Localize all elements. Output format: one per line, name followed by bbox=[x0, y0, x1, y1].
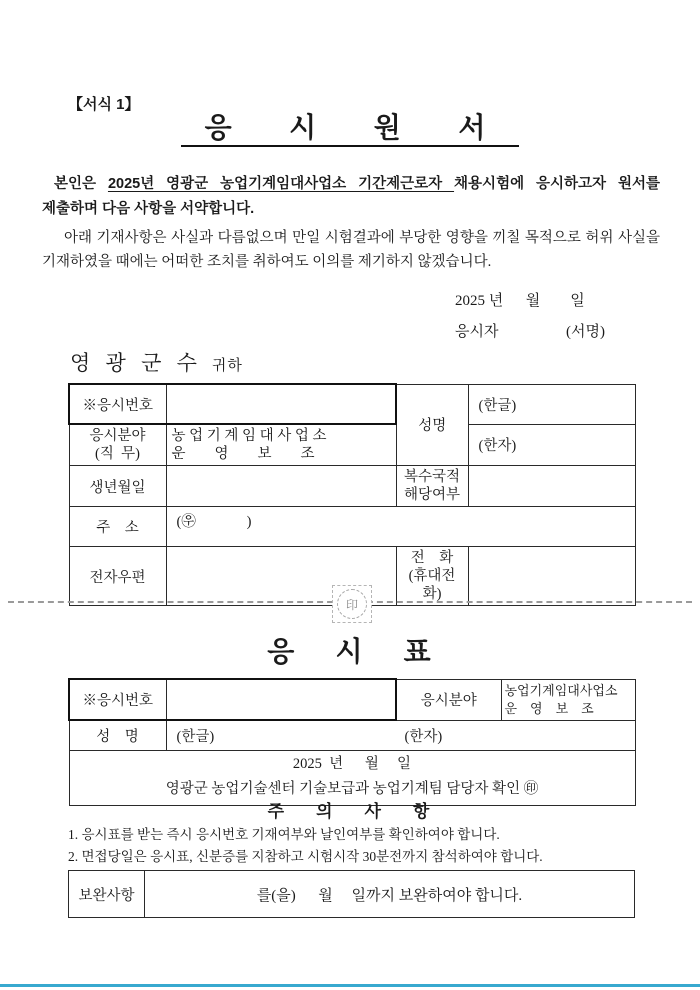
table-row bbox=[69, 507, 635, 547]
applicant-signature-line: 응시자 (서명) bbox=[455, 324, 605, 340]
table-row bbox=[69, 384, 635, 424]
application-table bbox=[68, 383, 636, 606]
phone-field bbox=[468, 547, 635, 606]
table-row bbox=[69, 466, 635, 507]
address-field: (㉾ ) bbox=[166, 507, 635, 547]
table-row bbox=[69, 424, 635, 466]
supplement-label: 보완사항 bbox=[69, 871, 145, 918]
document-title bbox=[0, 106, 700, 146]
document-title-text: 응 시 원 서 bbox=[181, 112, 520, 147]
dual-nationality-field bbox=[468, 466, 635, 507]
notice-item-2: 2. 면접당일은 응시표, 신분증를 지참하고 시험시작 30분전까지 참석하여야 합니다. bbox=[68, 849, 543, 864]
table-row bbox=[69, 720, 635, 750]
name-hangul-field: (한글) bbox=[468, 384, 635, 424]
slip-date-line: 2025 년 월 일 bbox=[292, 755, 412, 772]
slip-name-label: 성 명 bbox=[69, 720, 166, 750]
birthdate-label: 생년월일 bbox=[69, 466, 166, 507]
seal-stamp-placeholder bbox=[332, 585, 372, 623]
dual-nationality-label: 복수국적 해당여부 bbox=[396, 466, 468, 507]
pledge-underlined-text: 2025년 영광군 농업기계임대사업소 기간제근로자 bbox=[107, 176, 455, 192]
table-row bbox=[69, 679, 635, 720]
exam-number-field bbox=[166, 384, 396, 424]
addressee-name: 영 광 군 수 bbox=[70, 351, 202, 375]
table-row bbox=[69, 871, 635, 918]
slip-exam-number-label: ※응시번호 bbox=[69, 679, 166, 720]
supplement-value: 를(을) 월 일까지 보완하여야 합니다. bbox=[145, 871, 635, 918]
notice-list bbox=[68, 824, 668, 868]
exam-number-label: ※응시번호 bbox=[69, 384, 166, 424]
form-number-tag: 【서식 1】 bbox=[68, 96, 140, 113]
slip-name-hangul: (한글) bbox=[176, 728, 215, 745]
phone-label: 전 화 (휴대전화) bbox=[396, 547, 468, 606]
oath-paragraph: 아래 기재사항은 사실과 다름없으며 만일 시험결과에 부당한 영향을 끼칠 목적으로 허위 사실을 기재하였을 때에는 어떠한 조치를 취하여도 이의를 제기하지 않겠습니다. bbox=[42, 230, 660, 270]
slip-confirm-line: 영광군 농업기술센터 기술보급과 농업기계팀 담당자 확인 bbox=[165, 780, 524, 797]
notice-item-1: 1. 응시표를 받는 즉시 응시번호 기재여부와 날인여부를 확인하여야 합니다. bbox=[68, 827, 500, 842]
slip-field-value: 농업기계임대사업소 운 영 보 조 bbox=[501, 679, 635, 720]
pledge-date-line: 2025 년 월 일 bbox=[455, 293, 585, 309]
name-label: 성명 bbox=[396, 384, 468, 466]
confirm-seal-icon: ㊞ bbox=[523, 780, 539, 797]
supplement-table bbox=[68, 870, 635, 918]
email-label: 전자우편 bbox=[69, 547, 166, 606]
exam-slip-table bbox=[68, 678, 636, 806]
pledge-suffix: 채용시험에 응시하고자 원서를 제출하며 다음 사항을 서약합니다. bbox=[42, 176, 660, 217]
notice-title: 주 의 사 항 bbox=[267, 802, 433, 821]
slip-name-hanja: (한자) bbox=[404, 728, 443, 745]
birthdate-field bbox=[166, 466, 396, 507]
bottom-edge-line bbox=[0, 984, 700, 987]
pledge-prefix: 본인은 bbox=[54, 176, 108, 192]
field-of-application-label: 응시분야 (직 무) bbox=[69, 424, 166, 466]
slip-exam-number-field bbox=[166, 679, 396, 720]
slip-field-label: 응시분야 bbox=[396, 679, 501, 720]
address-label: 주 소 bbox=[69, 507, 166, 547]
pledge-paragraph bbox=[42, 172, 660, 222]
field-of-application-value: 농 업 기 계 임 대 사 업 소 운 영 보 조 bbox=[166, 424, 396, 466]
addressee-line bbox=[70, 347, 243, 377]
seal-icon: 印 bbox=[337, 589, 367, 619]
addressee-honorific: 귀하 bbox=[211, 358, 243, 374]
slip-name-field bbox=[166, 720, 635, 750]
exam-slip-title: 응 시 표 bbox=[267, 636, 433, 667]
name-hanja-field: (한자) bbox=[468, 424, 635, 466]
